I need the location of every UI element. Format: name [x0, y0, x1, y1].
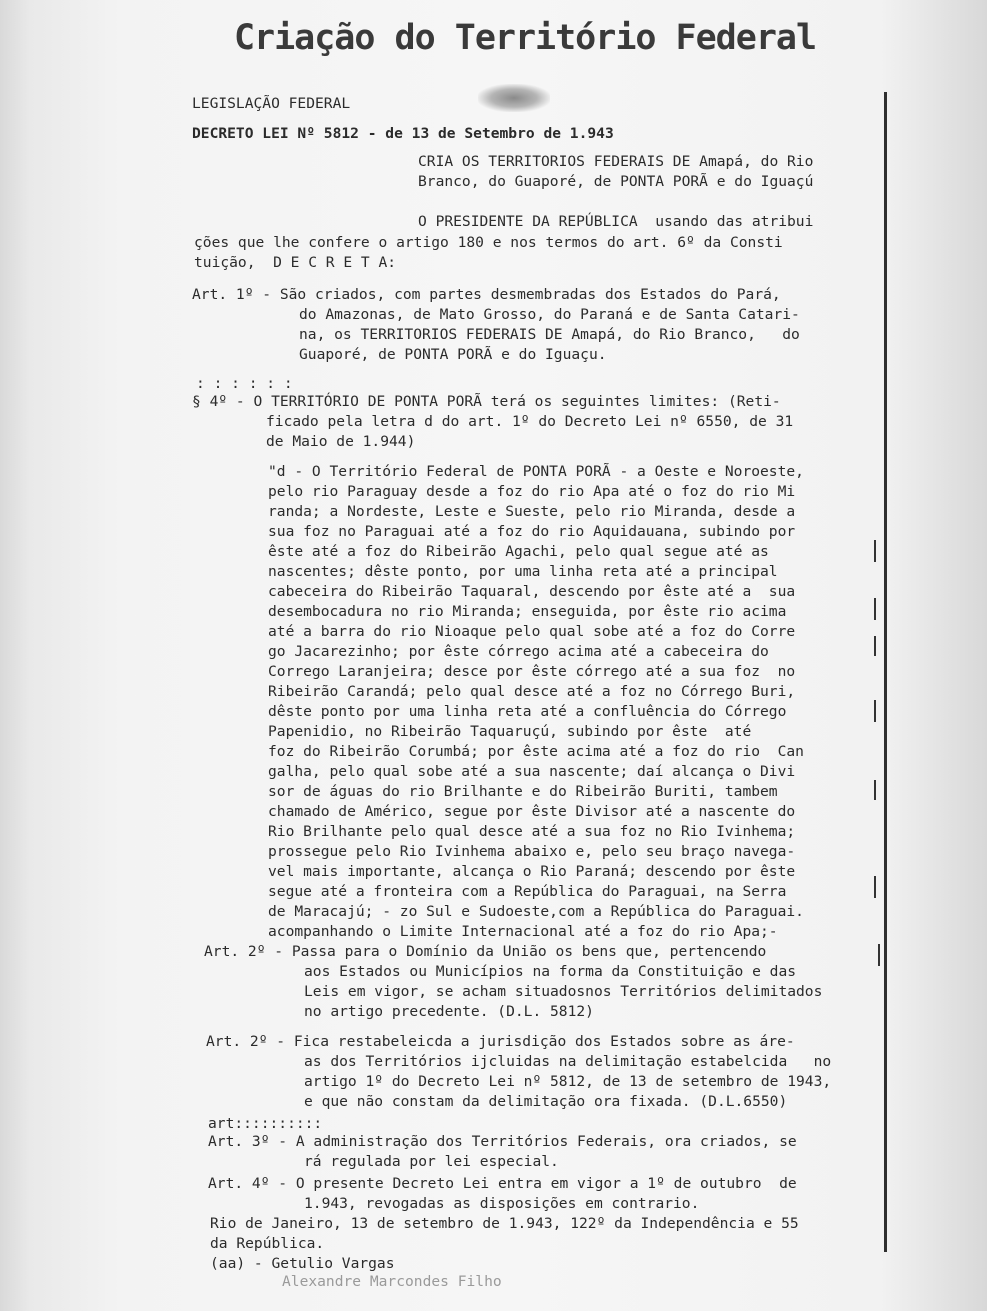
article-2b-line: Art. 2º - Fica restabeleicda a jurisdição dos Estados sobre as áre- — [206, 1033, 795, 1050]
boundary-line: vel mais importante, alcança o Rio Paraná; descendo por êste — [268, 863, 796, 880]
summary-line: CRIA OS TERRITORIOS FEDERAIS DE Amapá, do Rio — [418, 153, 814, 170]
ink-smudge — [478, 84, 550, 112]
boundary-line: de Maracajú; - zo Sul e Sudoeste,com a República do Paraguai. — [268, 903, 804, 920]
margin-mark — [878, 944, 880, 966]
margin-mark — [874, 636, 876, 656]
boundary-line: foz do Ribeirão Corumbá; por êste acima até a foz do rio Can — [268, 743, 804, 760]
article-3-line: Art. 3º - A administração dos Territórios Federais, ora criados, se — [208, 1133, 797, 1150]
boundary-line: pelo rio Paraguay desde a foz do rio Apa até o foz do rio Mi — [268, 483, 796, 500]
closing-line: Rio de Janeiro, 13 de setembro de 1.943, 122º da Independência e 55 — [210, 1215, 799, 1232]
boundary-line: desembocadura no rio Miranda; enseguida, por êste rio acima — [268, 603, 787, 620]
section-label: LEGISLAÇÃO FEDERAL — [192, 95, 351, 112]
boundary-line: go Jacarezinho; por êste córrego acima até a cabeceira do — [268, 643, 769, 660]
article-1-line: na, os TERRITORIOS FEDERAIS DE Amapá, do Rio Branco, do — [299, 326, 800, 343]
boundary-line: êste até a foz do Ribeirão Agachi, pelo qual segue até as — [268, 543, 769, 560]
signature-line: (aa) - Getulio Vargas — [210, 1255, 395, 1272]
article-2b-line: e que não constam da delimitação ora fixada. (D.L.6550) — [304, 1093, 788, 1110]
article-2a-line: aos Estados ou Municípios na forma da Constituição e das — [304, 963, 797, 980]
boundary-line: prossegue pelo Rio Ivinhema abaixo e, pelo seu braço navega- — [268, 843, 796, 860]
margin-mark — [874, 598, 876, 620]
boundary-line: galha, pelo qual sobe até a sua nascente; daí alcança o Divi — [268, 763, 796, 780]
decree-heading: DECRETO LEI Nº 5812 - de 13 de Setembro de 1.943 — [192, 125, 614, 142]
preamble-line: O PRESIDENTE DA REPÚBLICA usando das atribui — [418, 213, 814, 230]
boundary-line: Rio Brilhante pelo qual desce até a sua foz no Rio Ivinhema; — [268, 823, 796, 840]
boundary-line: Papenidio, no Ribeirão Taquaruçú, subindo por êste até — [268, 723, 752, 740]
boundary-line: randa; a Nordeste, Leste e Sueste, pelo rio Miranda, desde a — [268, 503, 796, 520]
closing-line: da República. — [210, 1235, 325, 1252]
boundary-line: cabeceira do Ribeirão Taquaral, descendo por êste até a sua — [268, 583, 796, 600]
boundary-line: chamado de Américo, segue por êste Divisor até a nascente do — [268, 803, 796, 820]
preamble-line: ções que lhe confere o artigo 180 e nos termos do art. 6º da Consti — [194, 234, 783, 251]
margin-rule — [884, 92, 887, 1252]
boundary-line: "d - O Território Federal de PONTA PORÃ - a Oeste e Noroeste, — [268, 463, 804, 480]
article-1-line: Art. 1º - São criados, com partes desmembradas dos Estados do Pará, — [192, 286, 781, 303]
boundary-line: acompanhando o Limite Internacional até a foz do rio Apa;- — [268, 923, 778, 940]
article-2b-line: artigo 1º do Decreto Lei nº 5812, de 13 de setembro de 1943, — [304, 1073, 832, 1090]
margin-mark — [874, 780, 876, 800]
boundary-line: sua foz no Paraguai até a foz do rio Aquidauana, subindo por — [268, 523, 796, 540]
page-title: Criação do Território Federal — [233, 18, 817, 58]
article-3-line: rá regulada por lei especial. — [304, 1153, 559, 1170]
boundary-line: Corrego Laranjeira; desce por êste córrego até a sua foz no — [268, 663, 796, 680]
boundary-line: até a barra do rio Nioaque pelo qual sobe até a foz do Corre — [268, 623, 796, 640]
article-1-line: do Amazonas, de Mato Grosso, do Paraná e de Santa Catari- — [299, 306, 800, 323]
margin-mark — [874, 540, 876, 562]
article-4-line: Art. 4º - O presente Decreto Lei entra em vigor a 1º de outubro de — [208, 1175, 797, 1192]
article-2b-line: as dos Territórios ijcluidas na delimitação estabelcida no — [304, 1053, 832, 1070]
margin-mark — [874, 700, 876, 722]
margin-mark — [874, 876, 876, 898]
article-2a-line: no artigo precedente. (D.L. 5812) — [304, 1003, 594, 1020]
summary-line: Branco, do Guaporé, de PONTA PORÃ e do Iguaçú — [418, 173, 814, 190]
article-2a-line: Leis em vigor, se acham situadosnos Territórios delimitados — [304, 983, 823, 1000]
article-2a-line: Art. 2º - Passa para o Domínio da União os bens que, pertencendo — [204, 943, 767, 960]
ellipsis: art:::::::::: — [208, 1115, 323, 1132]
paragraph-4-line: de Maio de 1.944) — [266, 433, 416, 450]
boundary-line: Ribeirão Carandá; pelo qual desce até a foz no Córrego Buri, — [268, 683, 796, 700]
boundary-line: dêste ponto por uma linha reta até a confluência do Córrego — [268, 703, 787, 720]
boundary-line: nascentes; dêste ponto, por uma linha reta até a principal — [268, 563, 778, 580]
paragraph-4-line: § 4º - O TERRITÓRIO DE PONTA PORÃ terá os seguintes limites: (Reti- — [192, 393, 781, 410]
preamble-line: tuição, D E C R E T A: — [194, 254, 397, 271]
boundary-line: sor de águas do rio Brilhante e do Ribeirão Buriti, tambem — [268, 783, 778, 800]
article-4-line: 1.943, revogadas as disposições em contrario. — [304, 1195, 700, 1212]
signature-line: Alexandre Marcondes Filho — [282, 1273, 502, 1286]
ellipsis: : : : : : : — [196, 375, 293, 392]
boundary-line: segue até a fronteira com a República do Paraguai, na Serra — [268, 883, 787, 900]
paragraph-4-line: ficado pela letra d do art. 1º do Decreto Lei nº 6550, de 31 — [266, 413, 794, 430]
article-1-line: Guaporé, de PONTA PORÃ e do Iguaçu. — [299, 346, 607, 363]
